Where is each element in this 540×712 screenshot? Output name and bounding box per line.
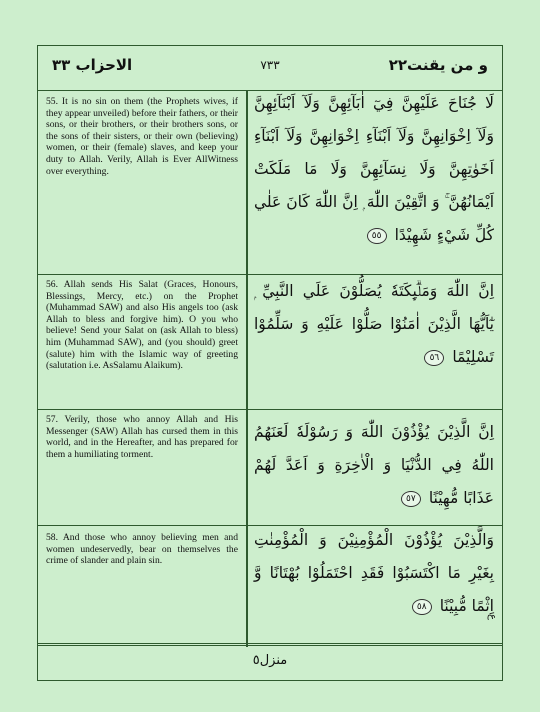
manzil-label: منزل٥ bbox=[252, 653, 288, 668]
verse-translation: 55. It is no sin on them (the Prophets wives, if they appear unveiled) before their fathers, or their sons, or their brothers, or their brothers sons, or the sons of their sisters, or their own (believing) women, or their (female) slaves, and keep your duty to Allah. Verily, Allah is Ever AllWitness over everything. bbox=[46, 96, 238, 177]
ruku-marker: ع bbox=[487, 614, 498, 620]
juz-name: و من يقنت٢٢ bbox=[388, 56, 488, 74]
verse-end-marker: ٥٥ bbox=[367, 228, 387, 244]
verse-arabic bbox=[254, 275, 494, 374]
verse-arabic bbox=[254, 524, 494, 623]
verse-translation: 58. And those who annoy believing men and women undeservedly, bear on themselves the crime of slander and plain sin. bbox=[46, 532, 238, 567]
surah-name: الاحزاب ٣٣ bbox=[52, 56, 133, 74]
verse-end-marker: ٥٦ bbox=[424, 350, 444, 366]
column-divider bbox=[246, 91, 248, 647]
verse-end-marker: ٥٨ bbox=[412, 599, 432, 615]
verse-arabic bbox=[254, 416, 494, 515]
page-frame bbox=[37, 45, 503, 646]
verse-translation: 56. Allah sends His Salat (Graces, Honours, Blessings, Mercy, etc.) on the Prophet (Muhammad SAW) and also His angels too (ask Allah to bless and forgive him). O you who believe! Send your Salat on (ask Allah to bless) him (Muhammad SAW), and (you should) greet (salute) him with the Islamic way of greeting (salutation i.e. AsSalamu Alaikum). bbox=[46, 279, 238, 372]
page-header bbox=[38, 46, 502, 91]
page-footer bbox=[37, 643, 503, 681]
verse-arabic-text: اِنَّ اللّٰهَ وَمَلٰۗىِٕكَتَهٗ يُصَلُّوْنَ عَلَي النَّبِيِّ ۭ يٰٓاَيُّهَا الَّذِيْنَ اٰمَنُوْا صَلُّوْا عَلَيْهِ وَ سَلِّمُوْا تَسْلِيْمًا bbox=[254, 282, 494, 366]
verse-arabic-text: لَا جُنَاحَ عَلَيْهِنَّ فِيٓ اٰبَآئِهِنَّ وَلَآ اَبْنَآئِهِنَّ وَلَآ اِخْوَانِهِنَّ وَلَآ اَبْنَآءِ اِخْوَانِهِنَّ وَلَآ اَبْنَآءِ اَخَوٰتِهِنَّ وَلَا نِسَآئِهِنَّ وَلَا مَا مَلَكَتْ اَيْمَانُهُنَّ ۚ وَ اتَّقِيْنَ اللّٰهَ ۭ اِنَّ اللّٰهَ كَانَ عَلٰي كُلِّ شَيْءٍ شَهِيْدًا bbox=[254, 94, 494, 244]
verse-translation: 57. Verily, those who annoy Allah and His Messenger (SAW) Allah has cursed them in this world, and in the Hereafter, and has prepared for them a humiliating torment. bbox=[46, 414, 238, 460]
verse-end-marker: ٥٧ bbox=[401, 491, 421, 507]
verse-arabic-text: وَالَّذِيْنَ يُؤْذُوْنَ الْمُؤْمِنِيْنَ وَ الْمُؤْمِنٰتِ بِغَيْرِ مَا اكْتَسَبُوْا فَقَدِ احْتَمَلُوْا بُهْتَانًا وَّ اِثْمًا مُّبِيْنًا bbox=[254, 531, 494, 615]
page-number: ٧٣٣ bbox=[260, 58, 280, 72]
verse-arabic bbox=[254, 87, 494, 252]
verse-arabic-text: اِنَّ الَّذِيْنَ يُؤْذُوْنَ اللّٰهَ وَ رَسُوْلَهٗ لَعَنَهُمُ اللّٰهُ فِي الدُّنْيَا وَ الْاٰخِرَةِ وَ اَعَدَّ لَهُمْ عَذَابًا مُّهِيْنًا bbox=[254, 423, 494, 507]
verse-separator bbox=[38, 409, 502, 410]
